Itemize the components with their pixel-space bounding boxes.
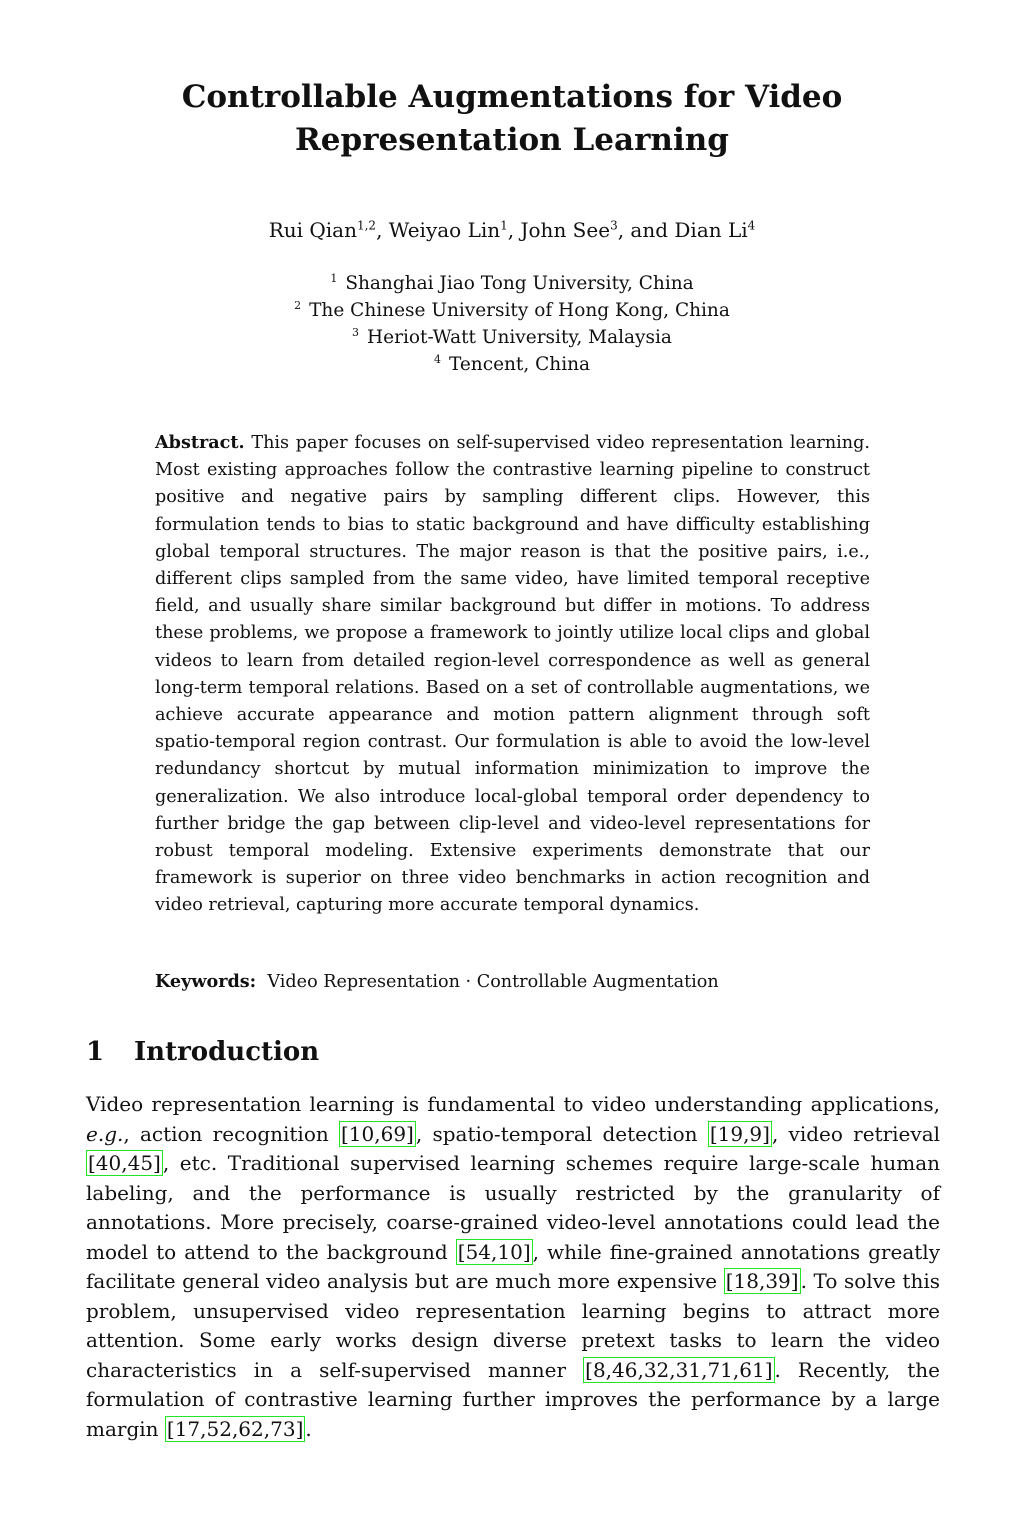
author-affil-mark: 4 <box>747 218 756 233</box>
author-affil-mark: 3 <box>610 218 618 233</box>
intro-text: , spatio-temporal detection <box>415 1121 708 1146</box>
author-list <box>0 216 1024 244</box>
intro-text: . Recently, the formulation of contrastive learning further improves the performance by a large margin <box>86 1357 940 1441</box>
citation-link[interactable]: [10,69] <box>341 1121 414 1146</box>
affiliation <box>0 297 1024 324</box>
abstract-label: Abstract. <box>155 432 245 453</box>
author-affil-mark: 1 <box>500 218 508 233</box>
affiliation-text: Shanghai Jiao Tong University, China <box>345 273 694 294</box>
affiliation-number: 4 <box>433 352 441 366</box>
section-number: 1 <box>86 1037 105 1067</box>
affiliation <box>0 270 1024 297</box>
intro-emphasis: e.g. <box>86 1121 124 1146</box>
citation-link[interactable]: [54,10] <box>457 1239 531 1264</box>
intro-text: , while fine-grained annotations greatly facilitate general video analysis but are much more expensive <box>86 1239 940 1293</box>
keywords <box>155 968 870 996</box>
paper-title <box>0 76 1024 162</box>
affiliation-number: 3 <box>352 325 360 339</box>
affiliation-number: 2 <box>294 298 302 312</box>
author-separator: , <box>507 218 521 242</box>
keywords-label: Keywords: <box>155 971 257 992</box>
affiliation-text: The Chinese University of Hong Kong, China <box>309 300 730 321</box>
intro-text: . To solve this problem, unsupervised video representation learning begins to attract more attention. Some early works design diverse pretext tasks to learn the video characteristics in a self-supervised manner <box>86 1269 940 1382</box>
author-name: Weiyao Lin <box>388 218 501 242</box>
intro-text: Video representation learning is fundamental to video understanding applications, <box>86 1092 940 1116</box>
citation-link[interactable]: [19,9] <box>709 1121 770 1146</box>
author-name: Rui Qian <box>268 218 357 242</box>
affiliation <box>0 351 1024 378</box>
author-separator: , <box>376 218 389 242</box>
title-line-1: Controllable Augmentations for Video <box>181 79 843 115</box>
affiliation <box>0 324 1024 351</box>
citation-link[interactable]: [8,46,32,31,71,61] <box>585 1357 773 1382</box>
intro-text: . <box>305 1416 312 1441</box>
affiliation-text: Tencent, China <box>448 354 591 375</box>
abstract <box>155 429 870 920</box>
author-name: John See <box>520 218 611 242</box>
intro-text: , video retrieval <box>771 1121 941 1146</box>
author-affil-mark: 1,2 <box>356 218 377 233</box>
affiliation-text: Heriot-Watt University, Malaysia <box>367 327 672 348</box>
intro-text: , action recognition <box>123 1121 339 1146</box>
keywords-text: Video Representation · Controllable Augmentation <box>267 972 719 992</box>
author-separator: , and <box>617 218 675 242</box>
intro-text: , etc. Traditional supervised learning schemes require large-scale human labeling, and the performance is usually restricted by the granularity of annotations. More precisely, coarse-grained video-level annotations could lead the model to attend to the background <box>86 1151 940 1264</box>
affiliation-number: 1 <box>330 271 338 285</box>
section-title: Introduction <box>134 1037 320 1067</box>
author-name: Dian Li <box>674 218 748 242</box>
abstract-text: This paper focuses on self-supervised video representation learning. Most existing approaches follow the contrastive learning pipeline to construct positive and negative pairs by sampling different clips. However, this formulation tends to bias to static background and have difficulty establishing global temporal structures. The major reason is that the positive pairs, i.e., different clips sampled from the same video, have limited temporal receptive field, and usually share similar background but differ in motions. To address these problems, we propose a framework to jointly utilize local clips and global videos to learn from detailed region-level correspondence as well as general long-term temporal relations. Based on a set of controllable augmentations, we achieve accurate appearance and motion pattern alignment through soft spatio-temporal region contrast. Our formulation is able to avoid the low-level redundancy shortcut by mutual information minimization to improve the generalization. We also introduce local-global temporal order dependency to further bridge the gap between clip-level and video-level representations for robust temporal modeling. Extensive experiments demonstrate that our framework is superior on three video benchmarks in action recognition and video retrieval, capturing more accurate temporal dynamics. <box>155 433 870 916</box>
citation-link[interactable]: [40,45] <box>88 1151 161 1175</box>
title-line-2: Representation Learning <box>295 122 729 158</box>
citation-link[interactable]: [17,52,62,73] <box>166 1416 304 1441</box>
citation-link[interactable]: [18,39] <box>725 1269 799 1293</box>
affiliation-list <box>0 270 1024 378</box>
introduction-paragraph <box>86 1090 940 1444</box>
section-heading-introduction <box>86 1032 319 1072</box>
